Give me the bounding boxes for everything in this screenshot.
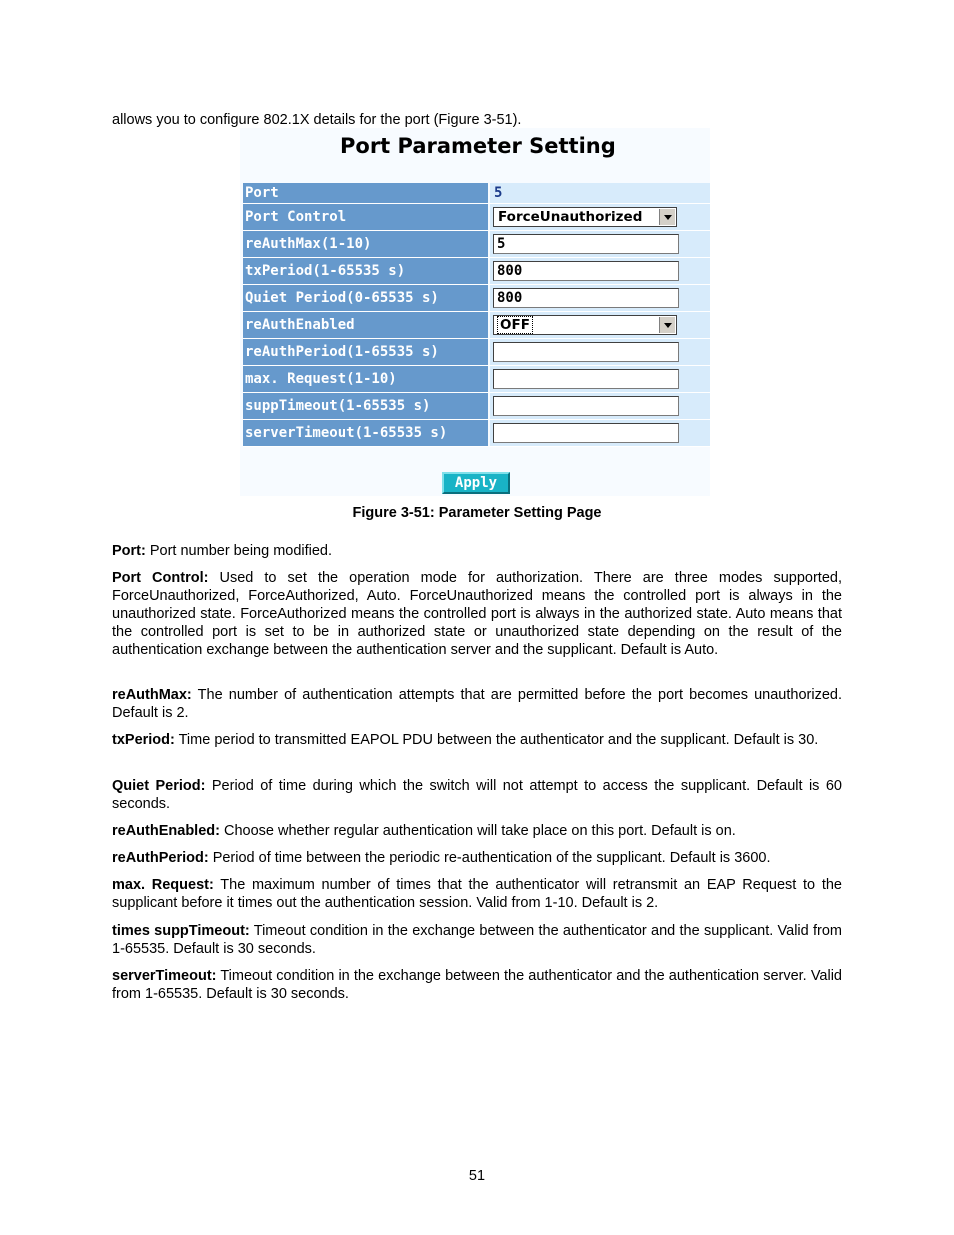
desc-reauthmax — [112, 686, 842, 722]
desc-port — [112, 542, 842, 560]
row-label: Port — [243, 183, 488, 203]
desc-term: reAuthEnabled: — [112, 823, 220, 839]
desc-servertimeout — [112, 967, 842, 1003]
reauthperiod-input[interactable] — [493, 342, 679, 362]
txperiod-input[interactable]: 800 — [493, 261, 679, 281]
row-label: max. Request(1-10) — [243, 366, 488, 392]
port-parameter-panel — [240, 128, 710, 496]
row-max-request — [243, 366, 710, 393]
desc-text: Time period to transmitted EAPOL PDU between the authenticator and the supplicant. Default is 30. — [174, 732, 819, 748]
row-txperiod — [243, 258, 710, 285]
row-servertimeout — [243, 420, 710, 447]
desc-term: reAuthPeriod: — [112, 850, 209, 866]
row-label: reAuthPeriod(1-65535 s) — [243, 339, 488, 365]
desc-text: The maximum number of times that the authenticator will retransmit an EAP Request to the supplicant before it times out the authentication session. Valid from 1-10. Default is 2. — [112, 877, 842, 911]
desc-supptimeout — [112, 922, 842, 958]
row-reauthperiod — [243, 339, 710, 366]
row-port-control — [243, 204, 710, 231]
row-label: serverTimeout(1-65535 s) — [243, 420, 488, 446]
parameter-table — [243, 183, 710, 447]
desc-text: Choose whether regular authentication will take place on this port. Default is on. — [219, 823, 736, 839]
desc-text: Used to set the operation mode for authorization. There are three modes supported, ForceUnauthorized, ForceAuthorized, Auto. ForceUnauthorized means the controlled port is always in the unauthorized state. ForceAuthorized means the controlled port is always in the authorized state. Auto means that the controlled port is set to be in authorized state or unauthorized state depending on the result of the authentication exchange between the authentication server and the supplicant. Default is Auto. — [112, 570, 842, 658]
desc-max-request — [112, 876, 842, 912]
reauthenabled-selected: OFF — [500, 317, 530, 333]
max-request-input[interactable] — [493, 369, 679, 389]
desc-term: txPeriod: — [112, 732, 175, 748]
desc-text: Port number being modified. — [145, 543, 333, 559]
figure-caption: Figure 3-51: Parameter Setting Page — [352, 505, 602, 521]
apply-button[interactable]: Apply — [442, 472, 510, 494]
desc-quiet-period — [112, 777, 842, 813]
desc-term: Quiet Period: — [112, 778, 206, 794]
desc-reauthperiod — [112, 849, 842, 867]
reauthenabled-select[interactable] — [493, 315, 677, 335]
port-control-select[interactable] — [493, 207, 677, 227]
desc-term: reAuthMax: — [112, 687, 192, 703]
quiet-period-input[interactable]: 800 — [493, 288, 679, 308]
row-reauthmax — [243, 231, 710, 258]
desc-term: Port Control: — [112, 570, 209, 586]
intro-text: allows you to configure 802.1X details for the port (Figure 3-51). — [112, 112, 522, 128]
desc-txperiod — [112, 731, 842, 749]
row-reauthenabled — [243, 312, 710, 339]
desc-port-control — [112, 569, 842, 659]
page-number: 51 — [468, 1168, 486, 1184]
port-control-selected: ForceUnauthorized — [498, 209, 643, 225]
desc-term: Port: — [112, 543, 146, 559]
port-value: 5 — [490, 183, 710, 203]
reauthmax-input[interactable]: 5 — [493, 234, 679, 254]
desc-text: Period of time between the periodic re-authentication of the supplicant. Default is 3600. — [208, 850, 771, 866]
supptimeout-input[interactable] — [493, 396, 679, 416]
chevron-down-icon[interactable] — [659, 209, 675, 225]
chevron-down-icon[interactable] — [659, 317, 675, 333]
desc-text: Timeout condition in the exchange between the authenticator and the authentication server. Valid from 1-65535. Default is 30 seconds. — [112, 968, 842, 1002]
row-label: txPeriod(1-65535 s) — [243, 258, 488, 284]
row-label: reAuthEnabled — [243, 312, 488, 338]
desc-term: times suppTimeout: — [112, 923, 250, 939]
desc-text: Timeout condition in the exchange between the authenticator and the supplicant. Valid from 1-65535. Default is 30 seconds. — [112, 923, 842, 957]
panel-title: Port Parameter Setting — [340, 134, 616, 158]
row-supptimeout — [243, 393, 710, 420]
row-port — [243, 183, 710, 204]
servertimeout-input[interactable] — [493, 423, 679, 443]
desc-term: max. Request: — [112, 877, 214, 893]
row-label: Quiet Period(0-65535 s) — [243, 285, 488, 311]
row-quiet-period — [243, 285, 710, 312]
row-label: suppTimeout(1-65535 s) — [243, 393, 488, 419]
desc-text: Period of time during which the switch will not attempt to access the supplicant. Default is 60 seconds. — [112, 778, 842, 812]
desc-term: serverTimeout: — [112, 968, 217, 984]
desc-reauthenabled — [112, 822, 842, 840]
desc-text: The number of authentication attempts that are permitted before the port becomes unauthorized. Default is 2. — [112, 687, 842, 721]
row-label: Port Control — [243, 204, 488, 230]
row-label: reAuthMax(1-10) — [243, 231, 488, 257]
